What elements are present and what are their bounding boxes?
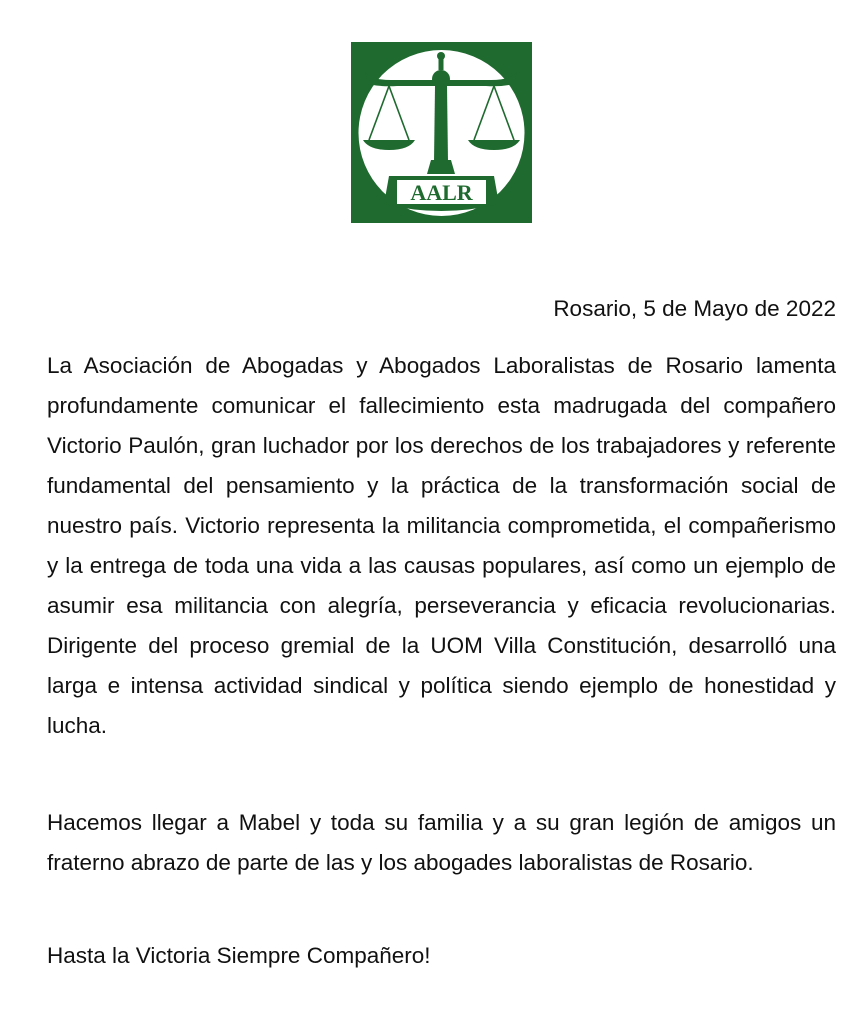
paragraph-embrace: Hacemos llegar a Mabel y toda su familia y a su gran legión de amigos un fraterno abrazo de parte de las y los abogades laboralistas de Rosario. — [47, 810, 836, 875]
aalr-logo — [351, 42, 532, 223]
closing-line: Hasta la Victoria Siempre Compañero! — [47, 943, 431, 968]
paragraph-condolence: La Asociación de Abogadas y Abogados Laboralistas de Rosario lamenta profundamente comunicar el fallecimiento esta madrugada del compañero Victorio Paulón, gran luchador por los derechos de los trabajadores y referente fundamental del pensamiento y la práctica de la transformación social de nuestro país. Victorio representa la militancia comprometida, el compañerismo y la entrega de toda una vida a las causas populares, así como un ejemplo de asumir esa militancia con alegría, perseverancia y eficacia revolucionarias. Dirigente del proceso gremial de la UOM Villa Constitución, desarrolló una larga e intensa actividad sindical y política siendo ejemplo de honestidad y lucha. — [47, 353, 836, 738]
date-line: Rosario, 5 de Mayo de 2022 — [553, 296, 836, 321]
scales-of-justice-icon — [351, 42, 532, 223]
logo-text: AALR — [410, 180, 473, 205]
